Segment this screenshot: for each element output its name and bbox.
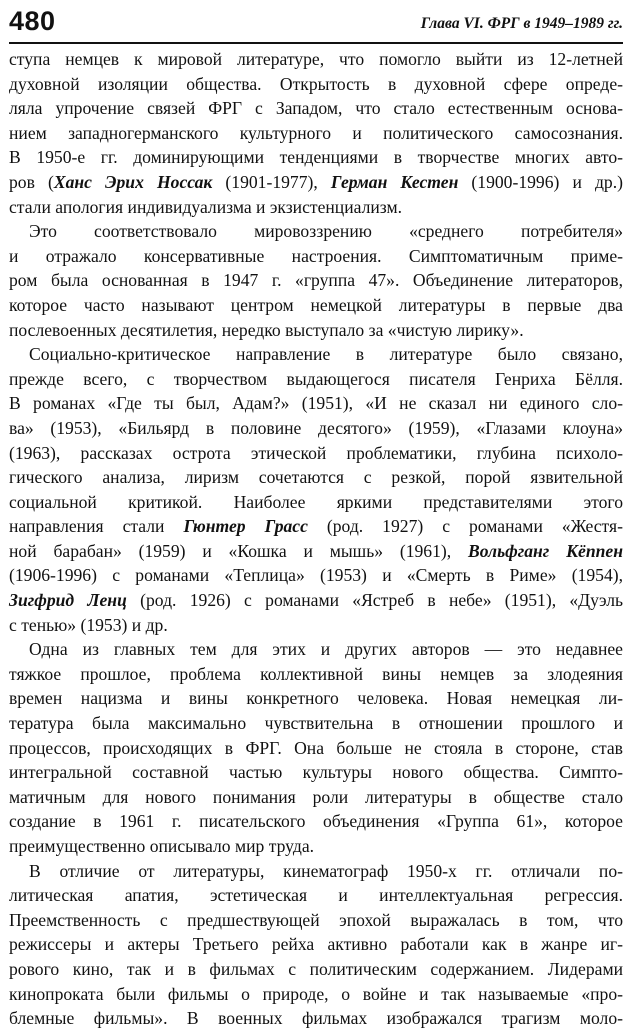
page-header (9, 4, 623, 44)
text-line: литическая апатия, эстетическая и интеллектуальная регрессия. (9, 885, 623, 906)
author-name: Герман Кестен (330, 171, 459, 192)
text-line: нием западногерманского культурного и политического самосознания. (9, 122, 623, 143)
text-line: матичным для нового понимания роли литературы в обществе стало (9, 786, 623, 807)
paragraph (9, 342, 623, 637)
body-text (9, 47, 623, 1031)
text-line: которое часто называют центром немецкой литературы в первые два (9, 294, 623, 315)
author-name: Зигфрид Ленц (9, 590, 127, 611)
text-line: ром была основанная в 1947 г. «группа 47». Объединение литераторов, (9, 270, 623, 291)
text-line: кинопроката были фильмы о природе, о войне и так называемые «про- (9, 983, 623, 1004)
text-line: (1963), рассказах острота этической проблематики, глубина психоло- (9, 442, 623, 463)
text-line: Одна из главных тем для этих и других авторов — это недавнее (29, 639, 623, 660)
paragraph (9, 637, 623, 858)
text-line: ной барабан» (1959) и «Кошка и мышь» (1961), Вольфганг Кёппен (9, 540, 623, 561)
text-line: социальной критикой. Наиболее яркими представителями этого (9, 491, 623, 512)
text-line: Социально-критическое направление в литературе было связано, (29, 344, 623, 365)
author-name: Ханс Эрих Носсак (53, 171, 213, 192)
text-line: Преемственность с предшествующей эпохой выражалась в том, что (9, 909, 623, 930)
running-head: Глава VI. ФРГ в 1949–1989 гг. (420, 15, 623, 32)
text-line: ва» (1953), «Бильярд в половине десятого» (1959), «Глазами клоуна» (9, 417, 623, 438)
text-line: блемные фильмы». В военных фильмах изображался трагизм моло- (9, 1008, 623, 1029)
text-line: интегральной составной частью культуры нового общества. Симпто- (9, 762, 623, 783)
text-line: В отличие от литературы, кинематограф 1950-х гг. отличали по- (29, 860, 623, 881)
text-line: (1906-1996) с романами «Теплица» (1953) и «Смерть в Риме» (1954), (9, 565, 623, 586)
paragraph (9, 219, 623, 342)
text-line: В романах «Где ты был, Адам?» (1951), «И не сказал ни единого сло- (9, 393, 623, 414)
text-line: создание в 1961 г. писательского объединения «Группа 61», которое (9, 811, 623, 832)
text-line: послевоенных десятилетия, нередко выступало за «чистую лирику». (9, 319, 524, 340)
text-line: духовной изоляции общества. Открытость в духовной сфере опреде- (9, 73, 623, 94)
text-line: преимущественно описывало мир труда. (9, 836, 315, 856)
text-line: процессов, происходящих в ФРГ. Она больше не стояла в стороне, став (9, 737, 623, 758)
author-name: Вольфганг Кёппен (467, 540, 623, 561)
text-line: времен нацизма и вины конкретного человека. Новая немецкая ли- (9, 688, 623, 709)
text-line: и отражало консервативные настроения. Симптоматичным приме- (9, 245, 623, 266)
text-line: ров (Ханс Эрих Носсак (1901-1977), Герман Кестен (1900-1996) и др.) (9, 171, 623, 192)
text-line: ляла упрочение связей ФРГ с Западом, что стало естественным основа- (9, 98, 623, 119)
text-line: гического анализа, лиризм сочетаются с резкой, порой язвительной (9, 467, 623, 488)
page-number: 480 (9, 6, 56, 36)
paragraph (9, 47, 623, 219)
paragraph (9, 859, 623, 1031)
author-name: Гюнтер Грасс (183, 516, 308, 537)
text-line: Зигфрид Ленц (род. 1926) с романами «Ястреб в небе» (1951), «Дуэль (9, 590, 624, 611)
text-line: рового кино, так и в фильмах с политическим содержанием. Лидерами (9, 958, 623, 979)
text-line: В 1950-е гг. доминирующими тенденциями в творчестве многих авто- (9, 147, 623, 168)
book-page (9, 4, 624, 1029)
text-line: стали апология индивидуализма и экзистенциализм. (9, 196, 403, 217)
text-line: направления стали Гюнтер Грасс (род. 1927) с романами «Жестя- (9, 516, 623, 537)
text-line: с тенью» (1953) и др. (9, 614, 168, 635)
text-line: ступа немцев к мировой литературе, что помогло выйти из 12-летней (9, 49, 623, 69)
text-line: режиссеры и актеры Третьего рейха активно работали как в жанре иг- (9, 934, 623, 955)
text-line: Это соответствовало мировоззрению «среднего потребителя» (29, 221, 623, 242)
text-line: прежде всего, с творчеством выдающегося писателя Генриха Бёлля. (9, 368, 623, 389)
text-line: тяжкое прошлое, проблема коллективной вины немцев за злодеяния (9, 663, 623, 684)
text-line: тература была максимально чувствительна в отношении прошлого и (9, 713, 623, 734)
